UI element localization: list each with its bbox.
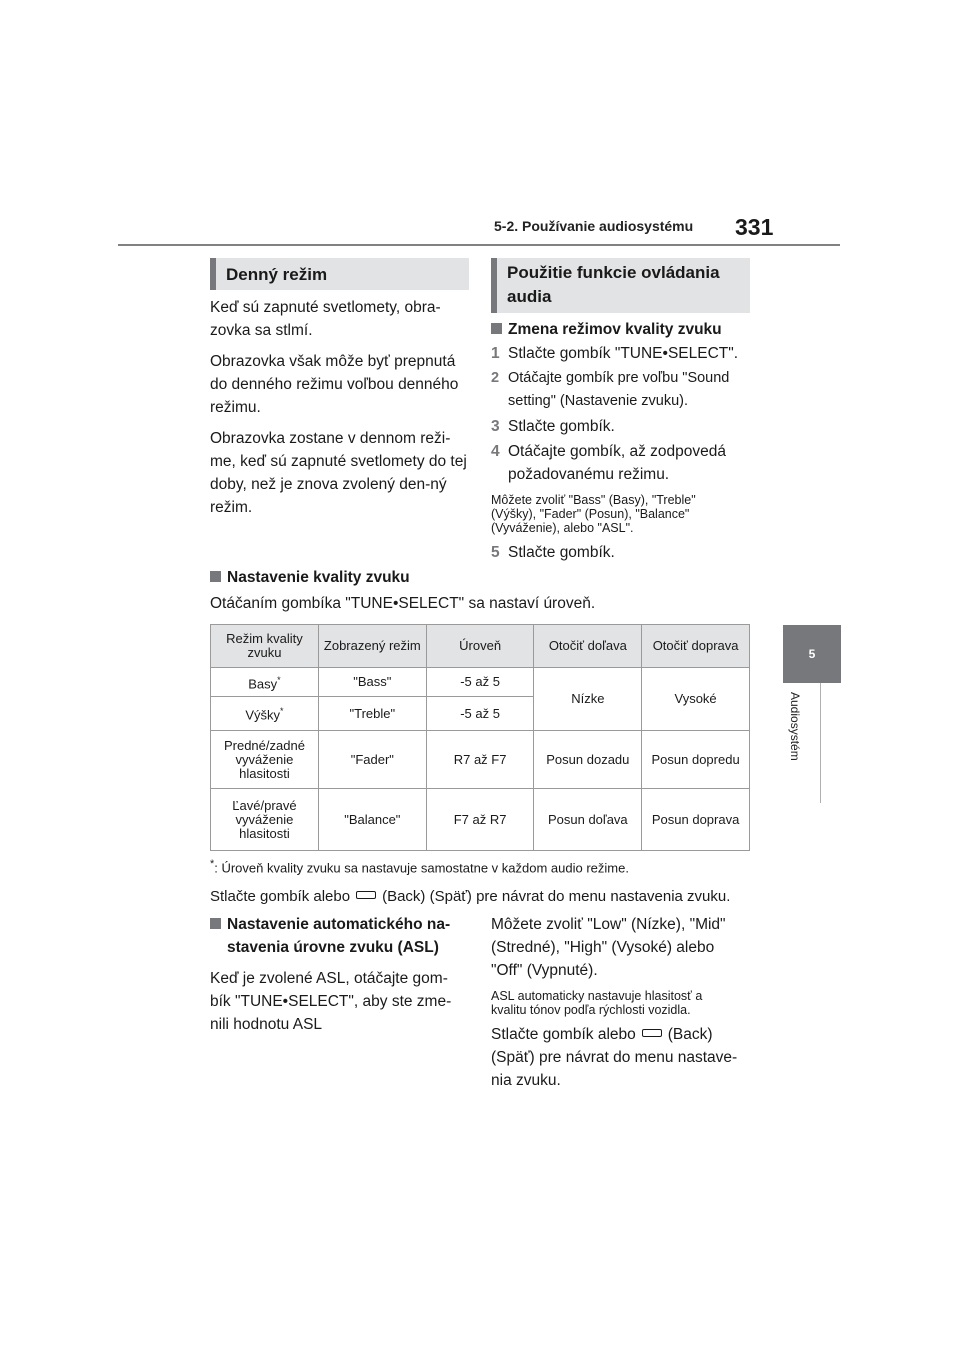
table-cell: Nízke bbox=[534, 668, 642, 731]
tab-rule bbox=[820, 683, 821, 803]
back-text-before: Stlačte gombík alebo bbox=[210, 888, 351, 905]
table-cell: "Bass" bbox=[318, 668, 426, 697]
step-2 bbox=[491, 367, 753, 413]
table-cell: Posun doprava bbox=[642, 789, 750, 851]
square-bullet-icon bbox=[210, 571, 221, 582]
subheading-asl bbox=[210, 913, 472, 936]
table-cell: Posun dozadu bbox=[534, 731, 642, 789]
asl-note: ASL automaticky nastavuje hlasitosť a kvalitu tónov podľa rýchlosti vozidla. bbox=[491, 989, 703, 1017]
subheading-sound-modes bbox=[491, 318, 753, 341]
cell-text: Basy bbox=[248, 676, 278, 692]
day-mode-text bbox=[210, 296, 468, 519]
audio-control-content bbox=[491, 318, 753, 564]
chapter-number: 5 bbox=[808, 647, 816, 661]
table-header: Režim kvality zvuku bbox=[211, 625, 319, 668]
step-text: Stlačte gombík. bbox=[508, 544, 615, 561]
chapter-title-vertical: Audiosystém bbox=[788, 692, 802, 761]
footnote-mark: * bbox=[280, 706, 284, 717]
step-5 bbox=[491, 541, 753, 564]
step-number: 2 bbox=[491, 370, 500, 386]
table-header: Úroveň bbox=[426, 625, 534, 668]
table-header: Otočiť doľava bbox=[534, 625, 642, 668]
footnote-text: : Úroveň kvality zvuku sa nastavuje samostatne v každom audio režime. bbox=[214, 860, 629, 876]
step-number: 4 bbox=[491, 443, 500, 460]
table-cell: -5 až 5 bbox=[426, 697, 534, 731]
mode-options-note: Môžete zvoliť "Bass" (Basy), "Treble" (Výšky), "Fader" (Posun), "Balance" (Vyváženie), alebo "ASL". bbox=[491, 493, 696, 535]
asl-back-instruction bbox=[491, 1023, 749, 1092]
cell-text: Výšky bbox=[245, 707, 281, 723]
subheading-text: Nastavenie kvality zvuku bbox=[227, 569, 410, 586]
footnote-mark: * bbox=[210, 858, 215, 870]
subheading-asl-line2: stavenia úrovne zvuku (ASL) bbox=[227, 939, 439, 956]
table-cell bbox=[211, 668, 319, 697]
step-text: Otáčajte gombík pre voľbu "Sound setting" (Nastavenie zvuku). bbox=[508, 370, 730, 409]
table-cell bbox=[211, 697, 319, 731]
table-cell: Posun doľava bbox=[534, 789, 642, 851]
table-footnote bbox=[210, 857, 629, 875]
step-3 bbox=[491, 415, 753, 438]
table-cell: -5 až 5 bbox=[426, 668, 534, 697]
table-header-row bbox=[211, 625, 750, 668]
step-number: 1 bbox=[491, 345, 500, 362]
back-instruction bbox=[210, 885, 730, 908]
table-cell: Predné/zadné vyváženie hlasitosti bbox=[211, 731, 319, 789]
step-text: Otáčajte gombík, až zodpovedá požadovanému režimu. bbox=[508, 443, 726, 483]
step-text: Stlačte gombík "TUNE•SELECT". bbox=[508, 345, 739, 362]
heading-day-mode: Denný režim bbox=[210, 258, 469, 290]
table-row bbox=[211, 731, 750, 789]
square-bullet-icon bbox=[491, 323, 502, 334]
back-button-icon bbox=[356, 891, 376, 899]
table-cell: R7 až F7 bbox=[426, 731, 534, 789]
back-text-after: (Back) (Späť) pre návrat do menu nastavenia zvuku. bbox=[382, 888, 731, 905]
subheading-sound-quality bbox=[210, 566, 410, 589]
footnote-mark: * bbox=[277, 674, 281, 685]
table-header: Otočiť doprava bbox=[642, 625, 750, 668]
section-title: 5-2. Používanie audiosystému bbox=[494, 218, 694, 234]
step-1 bbox=[491, 342, 753, 365]
step-number: 5 bbox=[491, 544, 500, 561]
table-cell: "Balance" bbox=[318, 789, 426, 851]
table-cell: "Fader" bbox=[318, 731, 426, 789]
subheading-text: Nastavenie automatického na- bbox=[227, 916, 451, 933]
asl-right bbox=[491, 913, 753, 1092]
table-cell: F7 až R7 bbox=[426, 789, 534, 851]
table-header: Zobrazený režim bbox=[318, 625, 426, 668]
heading-audio-control: Použitie funkcie ovládania audia bbox=[491, 258, 750, 313]
table-cell: Posun dopredu bbox=[642, 731, 750, 789]
step-text: Stlačte gombík. bbox=[508, 418, 615, 435]
sound-quality-intro: Otáčaním gombíka "TUNE•SELECT" sa nastaví úroveň. bbox=[210, 595, 596, 612]
header-rule bbox=[118, 244, 840, 246]
back-text-before: Stlačte gombík alebo bbox=[491, 1026, 636, 1043]
asl-paragraph: Keď je zvolené ASL, otáčajte gom-bík "TUNE•SELECT", aby ste zme-nili hodnotu ASL bbox=[210, 970, 452, 1033]
sound-quality-table bbox=[210, 624, 750, 851]
step-4 bbox=[491, 440, 753, 486]
day-mode-para-3: Obrazovka zostane v dennom reži-me, keď sú zapnuté svetlomety do tej doby, než je znova zvolený den-ný režim. bbox=[210, 430, 467, 516]
asl-left bbox=[210, 913, 472, 1036]
day-mode-para-1: Keď sú zapnuté svetlomety, obra-zovka sa stlmí. bbox=[210, 299, 441, 339]
table-cell: Ľavé/pravé vyváženie hlasitosti bbox=[211, 789, 319, 851]
step-number: 3 bbox=[491, 418, 500, 435]
table-cell: Vysoké bbox=[642, 668, 750, 731]
subheading-text: Zmena režimov kvality zvuku bbox=[508, 321, 722, 338]
back-text-after: (Back) (Späť) pre návrat do menu nastave-nia zvuku. bbox=[491, 1026, 738, 1089]
table-row bbox=[211, 668, 750, 697]
table-row bbox=[211, 789, 750, 851]
asl-options: Môžete zvoliť "Low" (Nízke), "Mid" (Stredné), "High" (Vysoké) alebo "Off" (Vypnuté). bbox=[491, 916, 726, 979]
day-mode-para-2: Obrazovka však môže byť prepnutá do denného režimu voľbou denného režimu. bbox=[210, 353, 459, 416]
square-bullet-icon bbox=[210, 918, 221, 929]
back-button-icon bbox=[642, 1029, 662, 1037]
table-cell: "Treble" bbox=[318, 697, 426, 731]
chapter-tab bbox=[783, 625, 841, 683]
page-number: 331 bbox=[735, 214, 774, 240]
